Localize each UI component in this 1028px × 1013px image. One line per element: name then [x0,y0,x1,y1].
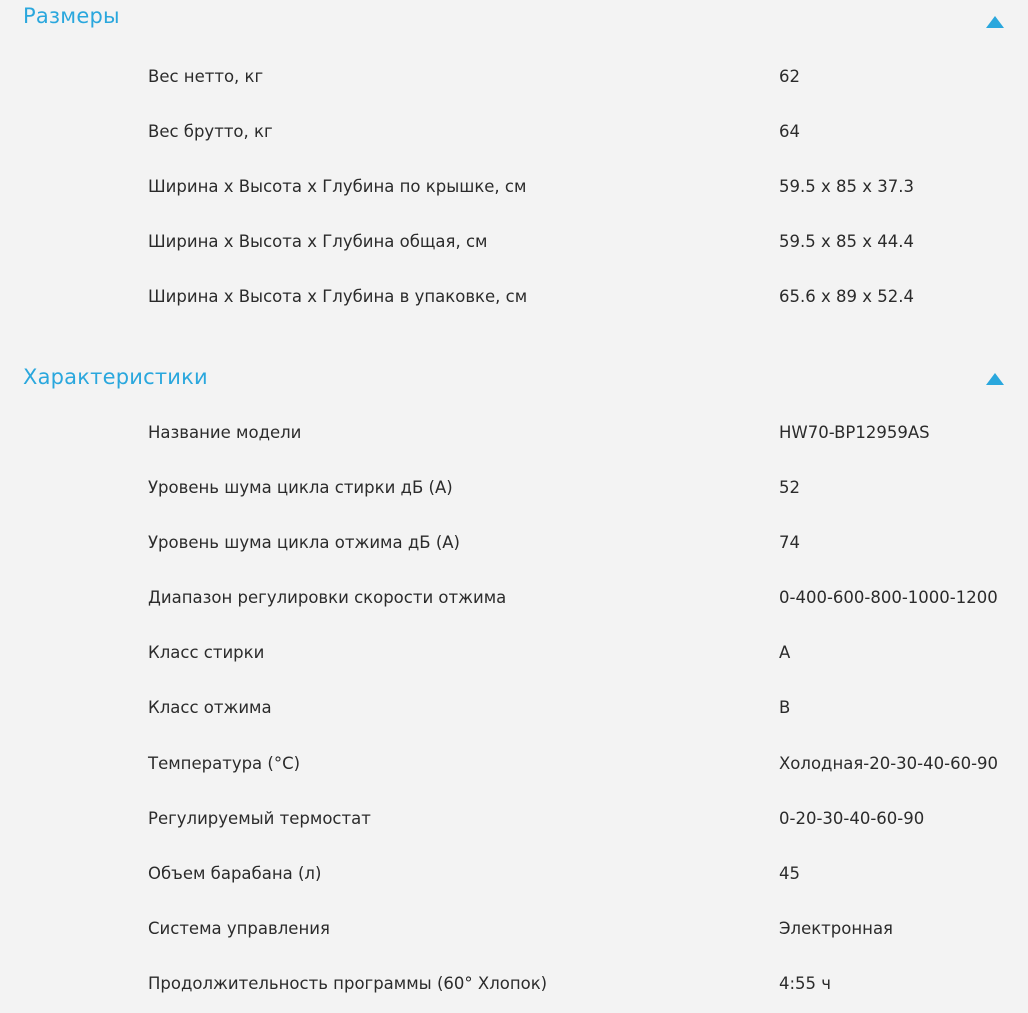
spec-value: 0-20-30-40-60-90 [779,809,925,828]
spec-value: A [779,643,791,662]
spec-value: 62 [779,67,800,86]
spec-row [0,287,1028,327]
spec-value: 59.5 x 85 x 37.3 [779,177,914,196]
spec-row [0,919,1028,959]
spec-label: Ширина х Высота х Глубина в упаковке, см [148,287,528,306]
section-title: Размеры [23,4,120,28]
spec-row [0,423,1028,463]
spec-label: Температура (°С) [148,754,301,773]
spec-value: 45 [779,864,800,883]
spec-label: Вес нетто, кг [148,67,264,86]
spec-row [0,478,1028,518]
chevron-up-icon[interactable] [986,16,1004,28]
spec-row [0,588,1028,628]
spec-label: Название модели [148,423,302,442]
spec-label: Вес брутто, кг [148,122,273,141]
spec-row [0,864,1028,904]
spec-label: Объем барабана (л) [148,864,322,883]
spec-label: Класс отжима [148,698,272,717]
spec-label: Уровень шума цикла отжима дБ (А) [148,533,460,552]
spec-value: 64 [779,122,800,141]
spec-value: 65.6 x 89 x 52.4 [779,287,914,306]
spec-row [0,643,1028,683]
spec-row [0,809,1028,849]
spec-value: 0-400-600-800-1000-1200 [779,588,998,607]
spec-value: 4:55 ч [779,974,832,993]
spec-label: Система управления [148,919,330,938]
spec-row [0,754,1028,794]
spec-label: Регулируемый термостат [148,809,371,828]
spec-value: HW70-BP12959AS [779,423,930,442]
spec-row [0,122,1028,162]
section-title: Характеристики [23,365,208,389]
spec-value: 74 [779,533,800,552]
section-header-characteristics[interactable] [0,361,1028,401]
spec-row [0,533,1028,573]
spec-label: Ширина х Высота х Глубина общая, см [148,232,488,251]
spec-row [0,974,1028,1013]
spec-row [0,177,1028,217]
spec-row [0,232,1028,272]
spec-label: Диапазон регулировки скорости отжима [148,588,507,607]
chevron-up-icon[interactable] [986,373,1004,385]
spec-value: Электронная [779,919,893,938]
spec-value: Холодная-20-30-40-60-90 [779,754,999,773]
spec-value: 59.5 x 85 x 44.4 [779,232,914,251]
spec-label: Класс стирки [148,643,265,662]
section-header-dimensions[interactable] [0,0,1028,40]
spec-label: Ширина х Высота х Глубина по крышке, см [148,177,527,196]
spec-row [0,698,1028,738]
spec-value: 52 [779,478,800,497]
spec-value: B [779,698,791,717]
spec-row [0,67,1028,107]
spec-label: Продолжительность программы (60° Хлопок) [148,974,548,993]
spec-label: Уровень шума цикла стирки дБ (А) [148,478,453,497]
